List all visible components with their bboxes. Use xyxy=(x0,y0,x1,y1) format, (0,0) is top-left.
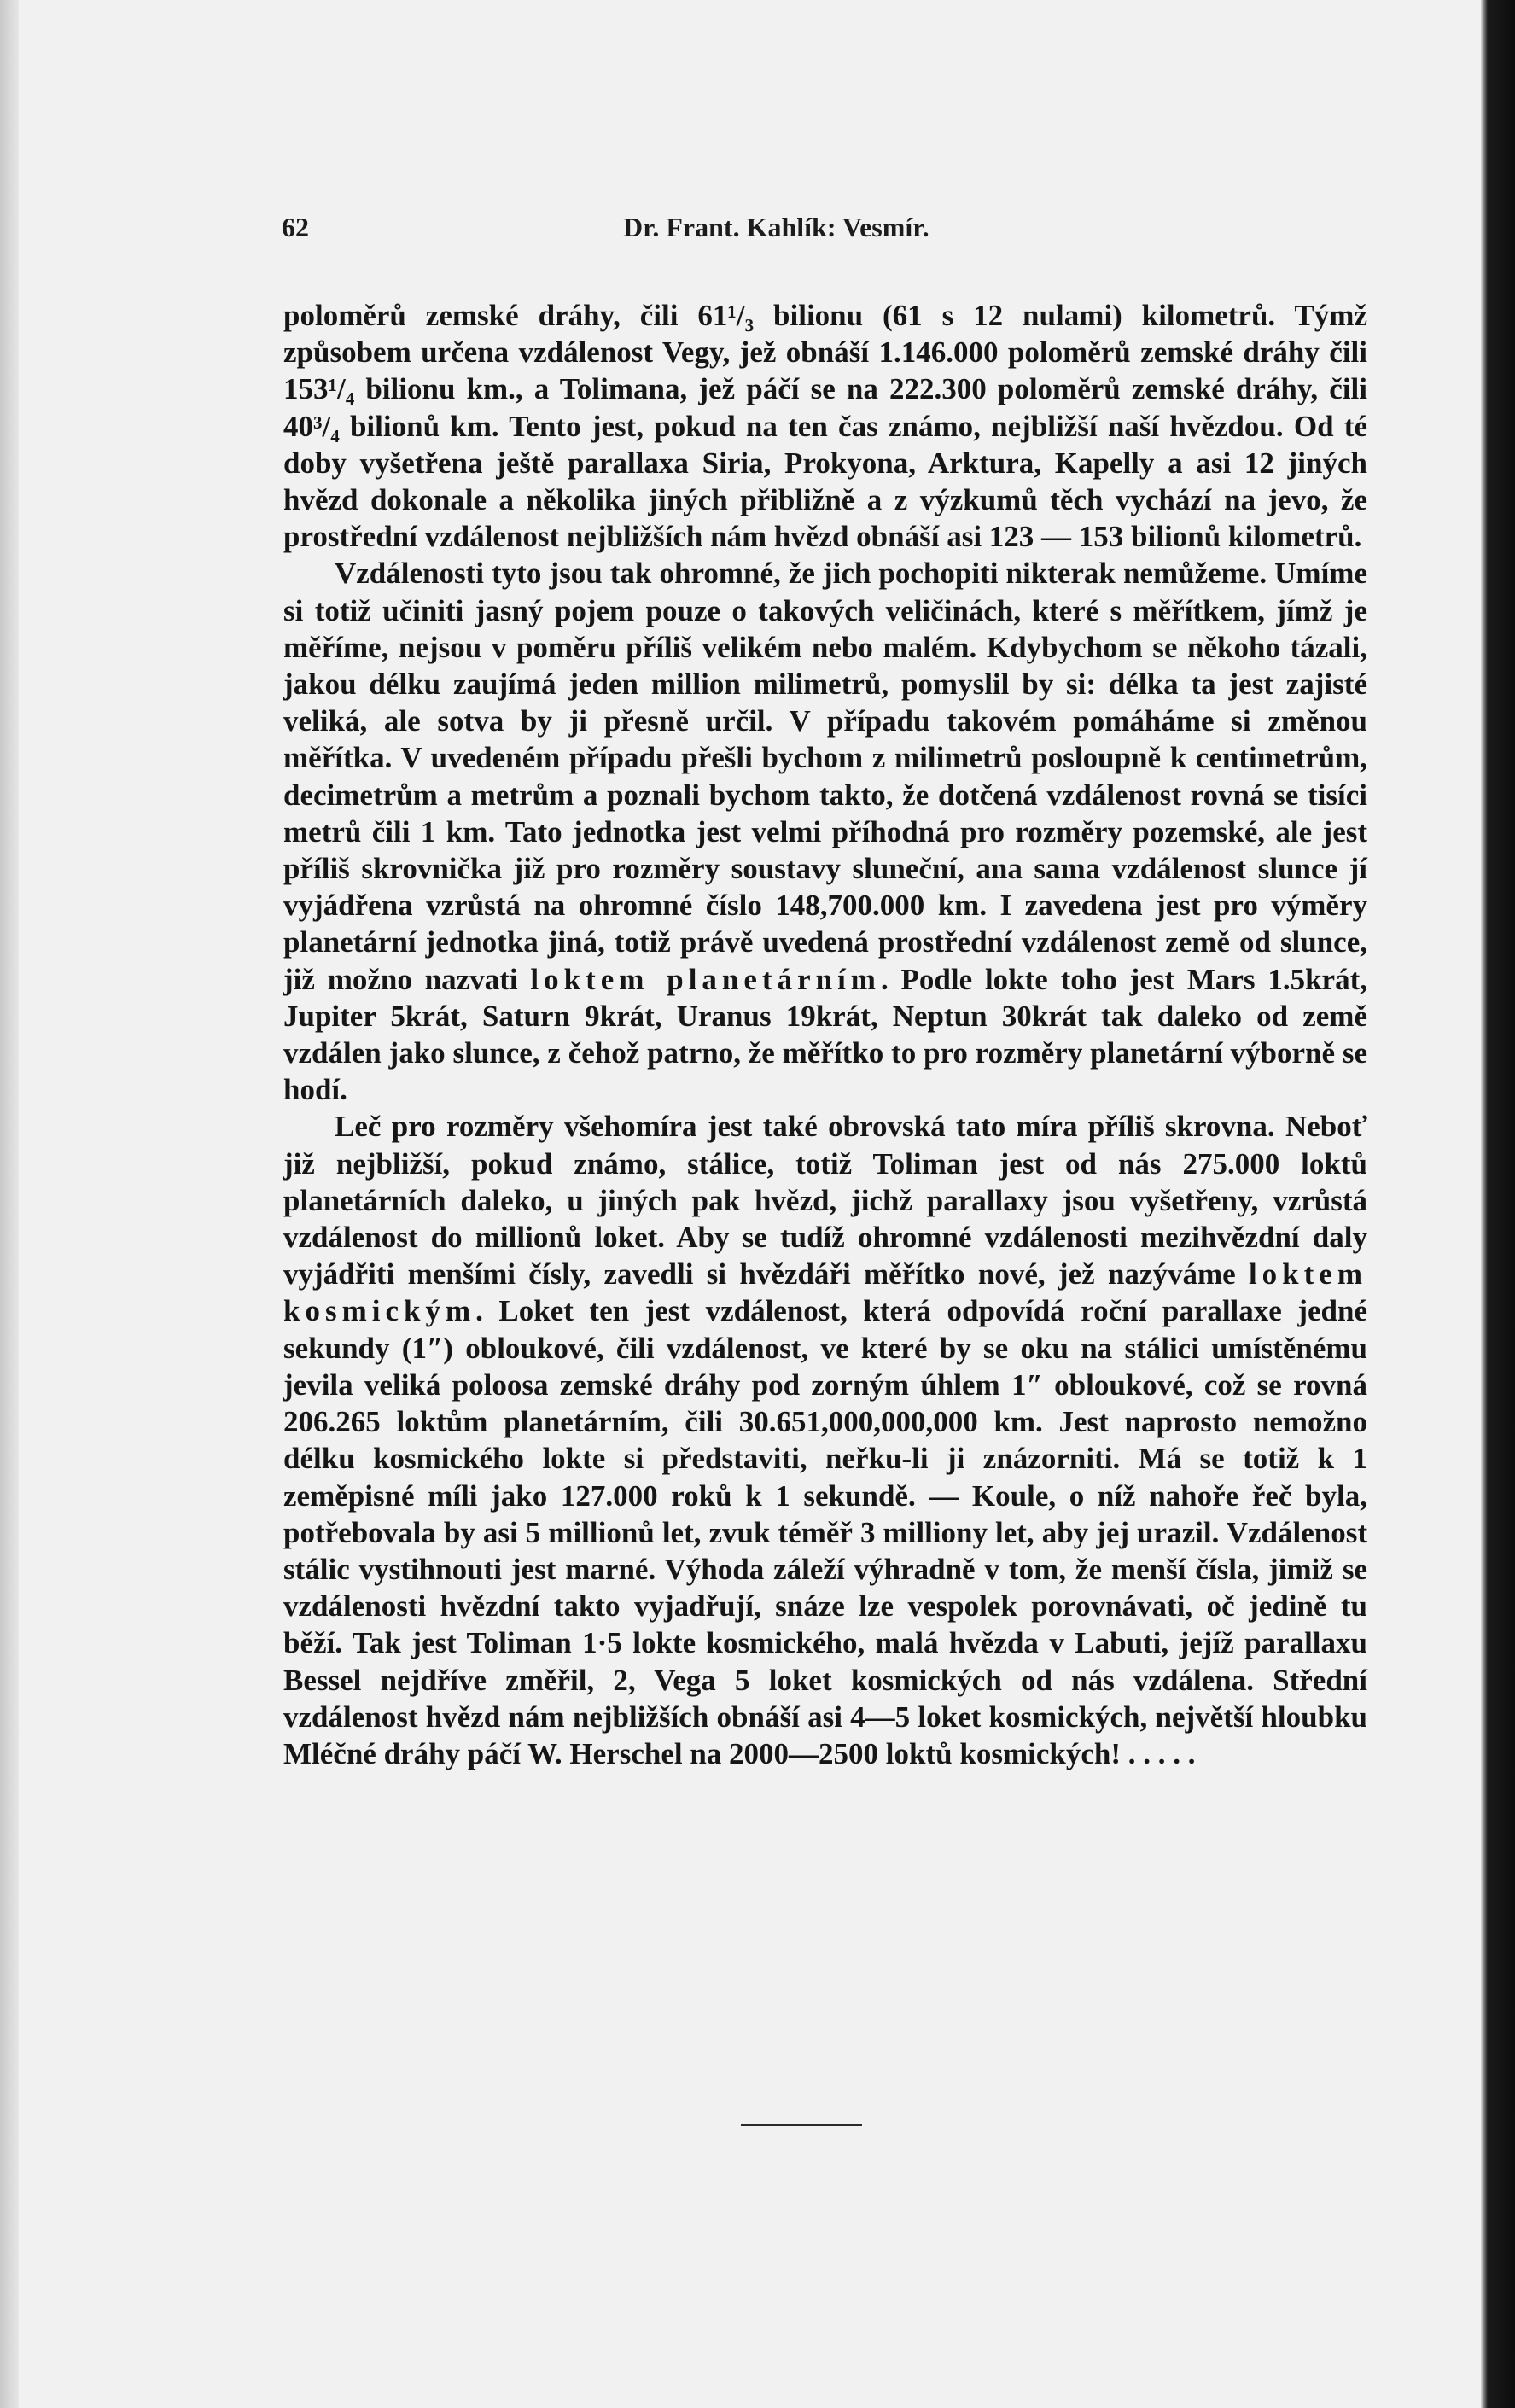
paragraph-2-continuation: . Podle lokte toho jest Mars 1.5krát, Jupiter 5krát, Saturn 9krát, Uranus 19krát, Neptun 30krát tak daleko od země vzdálen jako slunce, z čehož patrno, že měřítko to pro rozměry planetární výborně se hodí. xyxy=(283,962,1367,1107)
paragraph-2 xyxy=(283,555,1367,1108)
scan-left-margin-shadow xyxy=(0,0,19,2408)
page-number: 62 xyxy=(282,212,309,242)
paragraph-3-text: Leč pro rozměry všehomíra jest také obrovská tato míra příliš skrovna. Neboť již nejbližší, pokud známo, stálice, totiž Toliman jest od nás 275.000 loktů planetárních daleko, u jiných pak hvězd, jichž parallaxy jsou vyšetřeny, vzrůstá vzdálenost do millionů loket. Aby se tudíž ohromné vzdálenosti mezihvězdní daly vyjádřiti menšími čísly, zavedli si hvězdáři měřítko nové, jež nazýváme xyxy=(283,1110,1367,1291)
paragraph-1: poloměrů zemské dráhy, čili 61¹/₃ bilionu (61 s 12 nulami) kilometrů. Týmž způsobem určena vzdálenost Vegy, jež obnáší 1.146.000 poloměrů zemské dráhy čili 153¹/₄ bilionu km., a Tolimana, jež páčí se na 222.300 poloměrů zemské dráhy, čili 40³/₄ bilionů km. Tento jest, pokud na ten čas známo, nejbližší naší hvězdou. Od té doby vyšetřena ještě parallaxa Siria, Prokyona, Arktura, Kapelly a asi 12 jiných hvězd dokonale a několika jiných přibližně a z výzkumů těch vychází na jevo, že prostřední vzdálenost nejbližších nám hvězd obnáší asi 123 — 153 bilionů kilometrů. xyxy=(283,299,1367,554)
page-header xyxy=(282,212,1367,254)
scan-right-edge-shadow xyxy=(1481,0,1515,2408)
term-loket-planetarni: loktem planetárním xyxy=(530,962,881,996)
paragraph-3 xyxy=(283,1108,1367,1772)
paragraph-3-continuation: . Loket ten jest vzdálenost, která odpovídá roční parallaxe jedné sekundy (1″) obloukové, čili vzdálenost, ve které by se oku na stálici umístěnému jevila veliká poloosa zemské dráhy pod zorným úhlem 1″ obloukové, což se rovná 206.265 loktům planetárním, čili 30.651,000,000,000 km. Jest naprosto nemožno délku kosmického lokte si představiti, neřku-li ji znázorniti. Má se totiž k 1 zeměpisné míli jako 127.000 roků k 1 sekundě. — Koule, o níž nahoře řeč byla, potřebovala by asi 5 millionů let, zvuk téměř 3 milliony let, aby jej urazil. Vzdálenost stálic vystihnouti jest marné. Výhoda záleží výhradně v tom, že menší čísla, jimiž se vzdálenosti hvězdní takto vyjadřují, snáze lze vespolek porovnávati, oč jedině tu běží. Tak jest Toliman 1·5 lokte kosmického, malá hvězda v Labuti, jejíž parallaxu Bessel nejdříve změřil, 2, Vega 5 loket kosmických od nás vzdálena. Střední vzdálenost hvězd nám nejbližších obnáší asi 4—5 loket kosmických, největší hloubku Mléčné dráhy páčí W. Herschel na 2000—2500 loktů kosmických! . . . . . xyxy=(283,1294,1367,1770)
term-loket-kosmicky: loktem kosmickým xyxy=(283,1257,1367,1328)
body-text xyxy=(283,297,1367,1772)
paragraph-2-text: Vzdálenosti tyto jsou tak ohromné, že jich pochopiti nikterak nemůžeme. Umíme si totiž učiniti jasný pojem pouze o takových veličinách, které s měřítkem, jímž je měříme, nejsou v poměru příliš velikém nebo malém. Kdybychom se někoho tázali, jakou délku zaujímá jeden million milimetrů, pomyslil by si: délka ta jest zajisté veliká, ale sotva by ji přesně určil. V případu takovém pomáháme si změnou měřítka. V uvedeném případu přešli bychom z milimetrů posloupně k centimetrům, decimetrům a metrům a poznali bychom takto, že dotčená vzdálenost rovná se tisíci metrů čili 1 km. Tato jednotka jest velmi příhodná pro rozměry pozemské, ale jest příliš skrovnička již pro rozměry soustavy sluneční, ana sama vzdálenost slunce jí vyjádřena vzrůstá na ohromné číslo 148,700.000 km. I zavedena jest pro výměry planetární jednotka jiná, totiž právě uvedená prostřední vzdálenost země od slunce, již možno nazvati xyxy=(283,557,1367,996)
book-page xyxy=(19,0,1481,2408)
running-head: Dr. Frant. Kahlík: Vesmír. xyxy=(623,212,929,242)
section-end-rule xyxy=(741,2124,862,2126)
